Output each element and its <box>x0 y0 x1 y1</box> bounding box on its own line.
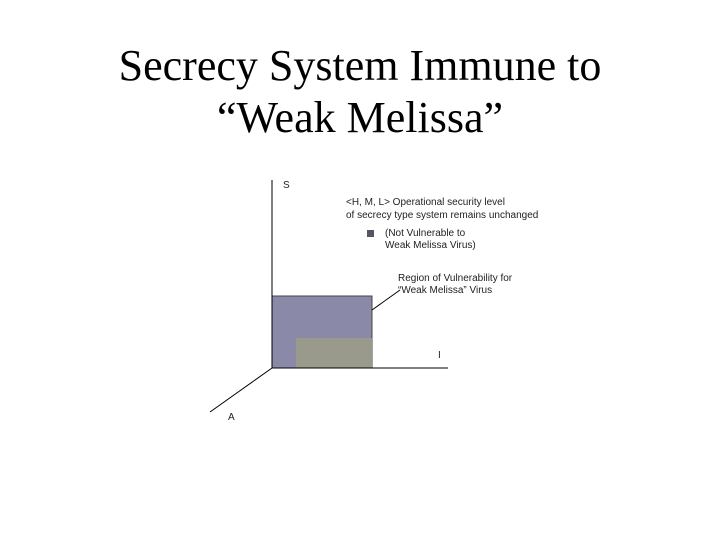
legend-text-line-1: (Not Vulnerable to <box>385 228 466 239</box>
a-axis-label: A <box>228 412 235 423</box>
s-axis-label: S <box>283 180 290 191</box>
title-line-2: “Weak Melissa” <box>217 93 503 142</box>
vulnerability-subregion <box>296 338 372 368</box>
legend-square <box>367 230 374 237</box>
legend-text-line-2: Weak Melissa Virus) <box>385 240 476 251</box>
region-label-line-2: “Weak Melissa” Virus <box>398 285 493 296</box>
a-axis <box>210 368 272 412</box>
i-axis-label: I <box>438 350 441 361</box>
security-level-note-line-2: of secrecy type system remains unchanged <box>346 210 539 221</box>
security-level-note-line-1: <H, M, L> Operational security level <box>346 197 505 208</box>
title-line-1: Secrecy System Immune to <box>118 41 602 90</box>
region-label-line-1: Region of Vulnerability for <box>398 273 513 284</box>
region-pointer <box>372 290 400 310</box>
